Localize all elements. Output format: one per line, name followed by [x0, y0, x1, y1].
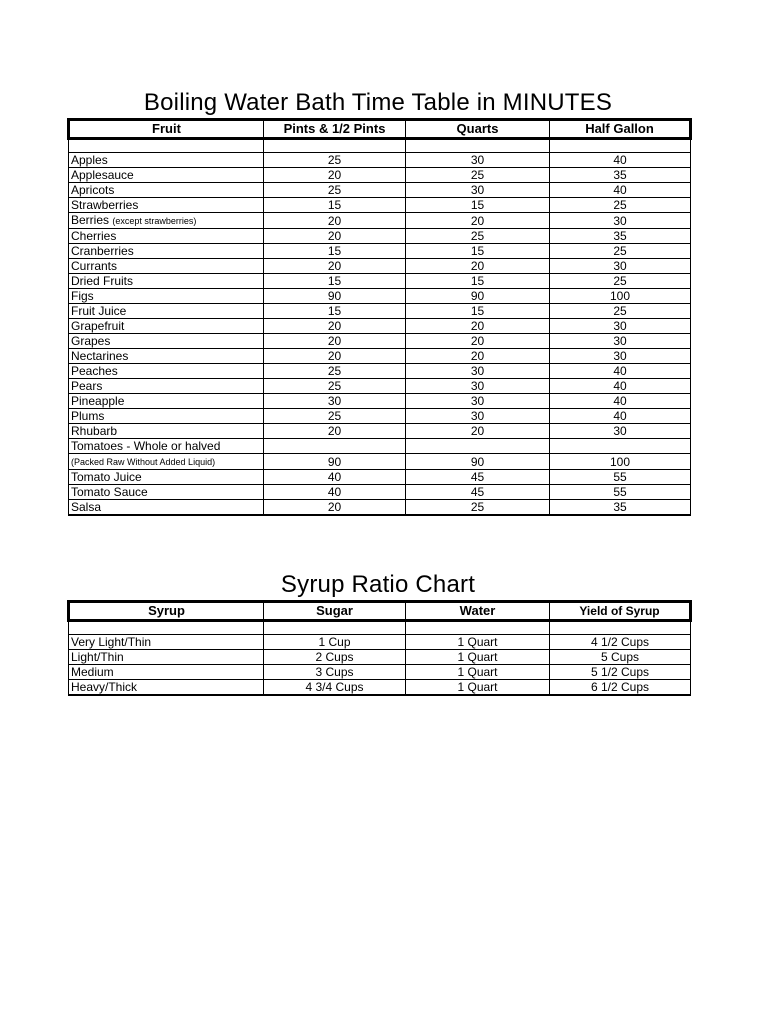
sugar-cell: 2 Cups	[264, 650, 406, 665]
table-row	[69, 379, 691, 394]
column-header-sugar: Sugar	[264, 602, 406, 621]
table-row	[69, 198, 691, 213]
time-cell-half-gallon: 30	[550, 349, 691, 364]
table-row	[69, 319, 691, 334]
time-cell-half-gallon	[550, 439, 691, 454]
time-cell-pints: 30	[264, 394, 406, 409]
column-header-half-gallon: Half Gallon	[550, 120, 691, 139]
syrup-cell: Very Light/Thin	[69, 635, 264, 650]
header-row	[69, 120, 691, 139]
table-row	[69, 409, 691, 424]
time-cell-half-gallon: 40	[550, 394, 691, 409]
time-cell-pints: 40	[264, 485, 406, 500]
time-cell-quarts: 25	[406, 229, 550, 244]
fruit-cell	[69, 319, 264, 334]
fruit-cell	[69, 409, 264, 424]
table-row	[69, 334, 691, 349]
time-cell-quarts: 30	[406, 409, 550, 424]
time-cell-half-gallon: 100	[550, 454, 691, 470]
fruit-name: Tomato Juice	[71, 470, 142, 484]
table-row	[69, 304, 691, 319]
column-header-yield: Yield of Syrup	[550, 602, 691, 621]
time-cell-quarts: 20	[406, 349, 550, 364]
boiling-table-title: Boiling Water Bath Time Table in MINUTES	[143, 89, 613, 116]
column-header-fruit: Fruit	[69, 120, 264, 139]
column-header-water: Water	[406, 602, 550, 621]
time-cell-pints: 40	[264, 470, 406, 485]
fruit-cell	[69, 153, 264, 168]
table-row	[69, 274, 691, 289]
yield-cell: 4 1/2 Cups	[550, 635, 691, 650]
fruit-cell	[69, 454, 264, 470]
time-cell-pints: 20	[264, 424, 406, 439]
fruit-cell	[69, 289, 264, 304]
fruit-cell	[69, 259, 264, 274]
time-cell-quarts: 15	[406, 274, 550, 289]
fruit-name: Salsa	[71, 500, 102, 514]
time-cell-pints: 25	[264, 183, 406, 198]
fruit-name: Cranberries	[71, 244, 134, 258]
spacer-row	[69, 139, 691, 153]
time-cell-quarts: 20	[406, 334, 550, 349]
time-cell-half-gallon: 25	[550, 244, 691, 259]
time-cell-quarts: 30	[406, 379, 550, 394]
time-cell-pints: 25	[264, 379, 406, 394]
syrup-ratio-table	[67, 600, 692, 696]
water-cell: 1 Quart	[406, 665, 550, 680]
time-cell-quarts: 15	[406, 244, 550, 259]
syrup-table-title: Syrup Ratio Chart	[280, 571, 476, 598]
table-row	[69, 229, 691, 244]
time-cell-pints: 15	[264, 244, 406, 259]
time-cell-quarts: 20	[406, 424, 550, 439]
time-cell-pints: 90	[264, 454, 406, 470]
fruit-cell	[69, 244, 264, 259]
column-header-quarts: Quarts	[406, 120, 550, 139]
sugar-cell: 1 Cup	[264, 635, 406, 650]
table-row	[69, 244, 691, 259]
fruit-name: Berries	[71, 213, 110, 227]
table-row	[69, 259, 691, 274]
table-row	[69, 349, 691, 364]
time-cell-half-gallon: 40	[550, 379, 691, 394]
table-row	[69, 665, 691, 680]
fruit-name: Grapefruit	[71, 319, 125, 333]
time-cell-half-gallon: 40	[550, 183, 691, 198]
table-row	[69, 183, 691, 198]
table-row	[69, 168, 691, 183]
table-row	[69, 470, 691, 485]
fruit-cell	[69, 274, 264, 289]
time-cell-half-gallon: 25	[550, 198, 691, 213]
time-cell-pints: 20	[264, 213, 406, 229]
time-cell-quarts	[406, 439, 550, 454]
table-row	[69, 289, 691, 304]
time-cell-half-gallon: 100	[550, 289, 691, 304]
table-row	[69, 635, 691, 650]
fruit-name: Fruit Juice	[71, 304, 127, 318]
fruit-name: Tomato Sauce	[71, 485, 148, 499]
time-cell-quarts: 15	[406, 198, 550, 213]
fruit-name: Grapes	[71, 334, 111, 348]
table-row	[69, 439, 691, 454]
time-cell-pints: 25	[264, 153, 406, 168]
time-cell-half-gallon: 35	[550, 168, 691, 183]
fruit-name: Pineapple	[71, 394, 125, 408]
table-row	[69, 680, 691, 696]
time-cell-half-gallon: 35	[550, 229, 691, 244]
time-cell-half-gallon: 30	[550, 424, 691, 439]
water-cell: 1 Quart	[406, 680, 550, 696]
time-cell-pints: 90	[264, 289, 406, 304]
time-cell-half-gallon: 35	[550, 500, 691, 516]
time-cell-pints: 20	[264, 500, 406, 516]
time-cell-quarts: 30	[406, 153, 550, 168]
fruit-cell	[69, 334, 264, 349]
header-row	[69, 602, 691, 621]
time-cell-quarts: 45	[406, 470, 550, 485]
time-cell-quarts: 25	[406, 168, 550, 183]
time-cell-pints	[264, 439, 406, 454]
sugar-cell: 4 3/4 Cups	[264, 680, 406, 696]
fruit-cell	[69, 394, 264, 409]
fruit-cell	[69, 439, 264, 454]
time-cell-pints: 20	[264, 334, 406, 349]
time-cell-half-gallon: 40	[550, 409, 691, 424]
syrup-cell: Heavy/Thick	[69, 680, 264, 696]
fruit-cell	[69, 168, 264, 183]
fruit-cell	[69, 485, 264, 500]
time-cell-quarts: 25	[406, 500, 550, 516]
time-cell-quarts: 30	[406, 183, 550, 198]
yield-cell: 5 Cups	[550, 650, 691, 665]
table-row	[69, 213, 691, 229]
fruit-cell	[69, 198, 264, 213]
syrup-cell: Light/Thin	[69, 650, 264, 665]
boiling-time-table	[67, 118, 692, 516]
time-cell-half-gallon: 30	[550, 334, 691, 349]
time-cell-half-gallon: 55	[550, 470, 691, 485]
time-cell-quarts: 45	[406, 485, 550, 500]
fruit-name: Strawberries	[71, 198, 139, 212]
time-cell-quarts: 20	[406, 259, 550, 274]
fruit-note: (except strawberries)	[112, 216, 197, 226]
time-cell-half-gallon: 40	[550, 364, 691, 379]
table-row	[69, 424, 691, 439]
yield-cell: 5 1/2 Cups	[550, 665, 691, 680]
fruit-name: Nectarines	[71, 349, 129, 363]
fruit-name: Peaches	[71, 364, 118, 378]
fruit-cell	[69, 364, 264, 379]
time-cell-pints: 15	[264, 198, 406, 213]
fruit-name: Figs	[71, 289, 94, 303]
table-row	[69, 650, 691, 665]
fruit-name: Plums	[71, 409, 105, 423]
time-cell-quarts: 15	[406, 304, 550, 319]
time-cell-pints: 20	[264, 168, 406, 183]
time-cell-quarts: 90	[406, 454, 550, 470]
water-cell: 1 Quart	[406, 650, 550, 665]
time-cell-quarts: 30	[406, 394, 550, 409]
time-cell-pints: 25	[264, 409, 406, 424]
column-header-pints: Pints & 1/2 Pints	[264, 120, 406, 139]
fruit-cell	[69, 500, 264, 516]
time-cell-half-gallon: 25	[550, 274, 691, 289]
fruit-cell	[69, 470, 264, 485]
time-cell-pints: 20	[264, 259, 406, 274]
table-row	[69, 454, 691, 470]
time-cell-half-gallon: 30	[550, 213, 691, 229]
time-cell-pints: 20	[264, 349, 406, 364]
column-header-syrup: Syrup	[69, 602, 264, 621]
fruit-name: Cherries	[71, 229, 117, 243]
fruit-name: Dried Fruits	[71, 274, 134, 288]
time-cell-half-gallon: 30	[550, 259, 691, 274]
fruit-cell	[69, 349, 264, 364]
fruit-cell	[69, 183, 264, 198]
fruit-cell	[69, 304, 264, 319]
fruit-name: Rhubarb	[71, 424, 118, 438]
fruit-cell	[69, 229, 264, 244]
time-cell-half-gallon: 30	[550, 319, 691, 334]
time-cell-quarts: 90	[406, 289, 550, 304]
time-cell-pints: 20	[264, 319, 406, 334]
time-cell-quarts: 20	[406, 319, 550, 334]
time-cell-half-gallon: 40	[550, 153, 691, 168]
fruit-name: Tomatoes - Whole or halved	[71, 439, 221, 453]
sugar-cell: 3 Cups	[264, 665, 406, 680]
time-cell-pints: 20	[264, 229, 406, 244]
fruit-name: Apples	[71, 153, 108, 167]
yield-cell: 6 1/2 Cups	[550, 680, 691, 696]
table-row	[69, 153, 691, 168]
spacer-row	[69, 621, 691, 635]
fruit-cell	[69, 424, 264, 439]
fruit-cell	[69, 213, 264, 229]
time-cell-quarts: 20	[406, 213, 550, 229]
fruit-name: Pears	[71, 379, 103, 393]
table-row	[69, 500, 691, 516]
water-cell: 1 Quart	[406, 635, 550, 650]
syrup-cell: Medium	[69, 665, 264, 680]
time-cell-pints: 25	[264, 364, 406, 379]
fruit-name: Currants	[71, 259, 118, 273]
time-cell-pints: 15	[264, 304, 406, 319]
table-row	[69, 364, 691, 379]
fruit-name: Applesauce	[71, 168, 134, 182]
time-cell-half-gallon: 25	[550, 304, 691, 319]
fruit-cell	[69, 379, 264, 394]
time-cell-pints: 15	[264, 274, 406, 289]
table-row	[69, 485, 691, 500]
fruit-name: Apricots	[71, 183, 115, 197]
fruit-note: (Packed Raw Without Added Liquid)	[71, 457, 216, 467]
time-cell-quarts: 30	[406, 364, 550, 379]
table-row	[69, 394, 691, 409]
time-cell-half-gallon: 55	[550, 485, 691, 500]
